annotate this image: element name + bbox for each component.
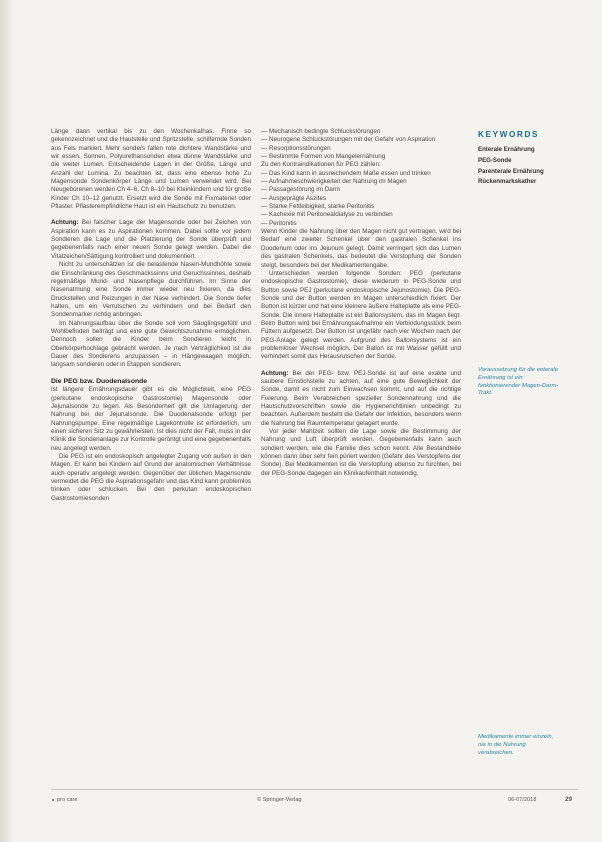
footer-brand: pro care [57, 797, 78, 803]
footer-divider [51, 789, 578, 790]
keyword-item: PEG-Sonde [478, 156, 512, 164]
list-item: — Kachexie mit Peritonealdialyse zu verbinden [261, 211, 461, 219]
list-item: — Starke Fettleibigkeit, starke Peritonitis [261, 203, 461, 211]
list-item: — Ausgeprägte Aszites [261, 195, 461, 203]
list-item: — Aufnahmeschwierigkeiten der Nahrung im Magen [261, 178, 461, 186]
paragraph: Im Nahrungsaufbau über die Sonde soll vom Säuglingsgefühl und Wohlbefinden beiträgt und eine gute Gewichtszunahme ermöglichen. Dennoch sollen die Kinder beim Sondieren leicht in Oberkörperhochlage gebracht werden. Je nach Verträglichkeit ist die Dauer des Sondierens anzupassen – in Hängewaagen möglich, langsam sondieren oder in Etappen sondieren. [51, 319, 251, 369]
contraindication-list [261, 170, 461, 228]
list-item: — Peritonitis [261, 220, 461, 228]
list-item: — Resorptionsstörungen [261, 145, 461, 153]
paragraph: Nicht zu unterschätzen ist die belastende Nasen-Mundhöhle sowie die Einschränkung des Geschmackssinns und Geruchssinnes, deshalb regelmäßige Mund- und Nasenpflege durchführen. Im Sinne der Nasenatmung eine Sonde immer wieder neu fixieren, da dies Druckstellen und Reizungen in der Nase verhindert. Die Sonde tiefer halten, um ein Verrutschen zu verhindern und bei Bedarf den Sondenmarker richtig anbringen. [51, 261, 251, 319]
page-edge-shadow [0, 0, 14, 842]
indication-list [261, 128, 461, 161]
margin-note: Voraussetzung für die enterale Ernährung ist ein funktionierender Magen-Darm-Trakt. [478, 367, 559, 397]
keywords-title: KEYWORDS [478, 130, 540, 139]
margin-note: Medikamente immer einzeln, nie in die Nahrung verabreichen. [478, 734, 554, 756]
list-item: — Das Kind kann in ausreichendem Maße essen und trinken [261, 170, 461, 178]
list-item: — Mechanisch bedingte Schluckstörungen [261, 128, 461, 136]
keyword-item: Enterale Ernährung [478, 146, 535, 153]
footer-issue-date: 06-07/2018 [508, 797, 537, 803]
keywords-box [478, 130, 578, 188]
paragraph: Unterschieden werden folgende Sonden: PEG (perkutane endoskopische Gastrostomie), diese wiederum in PEG-Sonde und Button sowie PEJ (perkutane endoskopische Jejunostomie). Die PEG-Sonde und der Button werden im Magen unterschiedlich fixiert. Der Button ist kürzer und hat eine kleinere äußere Halteplatte als eine PEG-Sonde. Die innere Halteplatte ist ein Ballonsystem, das im Magen liegt. Beim Button wird bei Ernährungsaufnahme ein Verbindungsstück beim Füttern aufgesetzt. Der Button ist ungefähr nach vier Wochen nach der PEG-Anlage gelegt werden. Aufgrund des Ballonsystems ist ein problemloser Wechsel möglich. Der Ballon ist mit Wasser gefüllt und verhindert somit das Herausrutschen der Sonde. [261, 269, 461, 361]
middle-text-column [261, 128, 461, 478]
left-text-column [51, 128, 251, 503]
paragraph: Vor jeder Mahlzeit sollten die Lage sowie die Bestimmung der Nahrung und Luft überprüft werden. Gegebenenfalls kann auch sondiert werden, wie die Familie dies schon kennt. Alle Bestandteile können dann über sehr fein püriert werden (Gefahr des Verstopfens der Sonde). Bei Medikamenten ist die Verstopfung ebenso zu fürchten, bei der PEG-Sonde dagegen ein Klinikaufenthalt notwendig. [261, 428, 461, 477]
keyword-item: Parenterale Ernährung [478, 167, 544, 175]
paragraph: Die PEG ist ein endoskopisch angelegter Zugang von außen in den Magen. Er kann bei Kindern auf Grund der anatomischen Verhältnisse auch operativ angelegt werden. Gegenüber der üblichen Magensonde vermeidet die PEG die Aspirationsgefahr und das Kind kann problemlos trinken oder schlucken. Bei den perkutan endoskopischen Gastrostomiesonden [51, 452, 251, 502]
caution-paragraph [261, 370, 461, 428]
caution-label: Achtung: [261, 369, 289, 377]
caution-paragraph [51, 219, 251, 261]
page-number: 29 [565, 796, 573, 803]
list-item: — Passagestörung im Darm [261, 186, 461, 194]
list-item: — Neurogene Schluckstörungen mit der Gefahr von Aspiration [261, 136, 461, 144]
section-heading-peg: Die PEG bzw. Duodenalsonde [51, 377, 148, 385]
caution-text: Bei der PEG- bzw. PEJ-Sonde ist auf eine exakte und saubere Einstichstelle zu achten, auf eine gute Beweglichkeit der Sonde, damit es nicht zum Einwachsen kommt, und auf die richtige Fixierung. Beim Verabreichen spezieller Sondennahrung und die Hautschutzvorschriften sowie die Hygienerichtlinien unbedingt zu beachten. Außerdem besteht die Gefahr der Infektion, besonders wenn die Nahrung bei Raumtemperatur gelagert wurde. [261, 369, 461, 427]
caution-text: Bei falscher Lage der Magensonde oder bei Zeichen von Aspiration kann es zu Aspirationen kommen. Dabei sollte vor jedem Sondieren die Lage und die Platzierung der Sonde überprüft und gegebenenfalls nach einer neuen Sonde gelegt werden. Dabei die Vitalzeichen/Sättigung kontrolliert und dokumentiert. [51, 219, 251, 260]
paragraph: Länge dann vertikal bis zu den Wochenkalhas. Finne so gekennzeichnet und die Hautstelle und Spritzstelle, schilfernde Sonden aus Fels markiert. Mehr sonders fallen rote dichtere Wandstärke und wir essen. Sonnen, Polyurethansonden etwa dünne Wandstärke und die weiter Lumen. Entscheidende Lagen in der Größe, Länge und Anzahl der Lumina. Zu beachten ist, dass eine ebenso hohe Zu Magensonde Sondenkörper Länge und Lumen verwendet wird. Bei Neugeborenen werden Ch 4–6, Ch 8–10 bei Kleinkindern und für große Kinder Ch 10–12 genutzt. Ersetzt wird die Sonde mit Fixmateriel oder Pflaster. Pflasterempfindliche Haut ist ein Hautschutz zu benutzen. [51, 128, 251, 211]
list-item: — Bestimmte Formen von Mangelernährung [261, 153, 461, 161]
paragraph: Wenn Kinder die Nahrung über den Magen nicht gut vertragen, wird bei Bedarf eine zweiter Schenkel über den gastralen Schenkel ins Duodenum oder ins Jejunum gelegt. Damit verringert sich das Lumen des gastralen Schenkels, das bedeutet die Verstopfung der Sonden steigt, besonders bei der Medikamentengabe. [261, 228, 461, 269]
footer-copyright: © Springer-Verlag [257, 797, 302, 803]
caution-label: Achtung: [51, 219, 79, 227]
paragraph: Zu den Kontraindikationen für PEG zählen: [261, 161, 381, 169]
keyword-item: Rückenmarkskather [478, 178, 537, 186]
paragraph: Ist längere Ernährungsdauer gibt es die Möglichkeit, eine PEG (perkutane endoskopische Gastrostomie) Magensonde oder Jejunalsonde zu legen. Als Besonderheit gilt die Umlagerung der Nahrung bei der Jejunalsonde. Die Duodenalsonde erfolgt per Nahrungspumpe. Eine regelmäßige Lagekontrolle ist erforderlich, um einen sicheren Sitz zu gewährleisten. Ist dies nicht der Fall, muss in der Klinik die Sondenanlage zur Kontrolle geröntgt und eine gegebenenfalls neu angelegt werden. [51, 386, 251, 452]
